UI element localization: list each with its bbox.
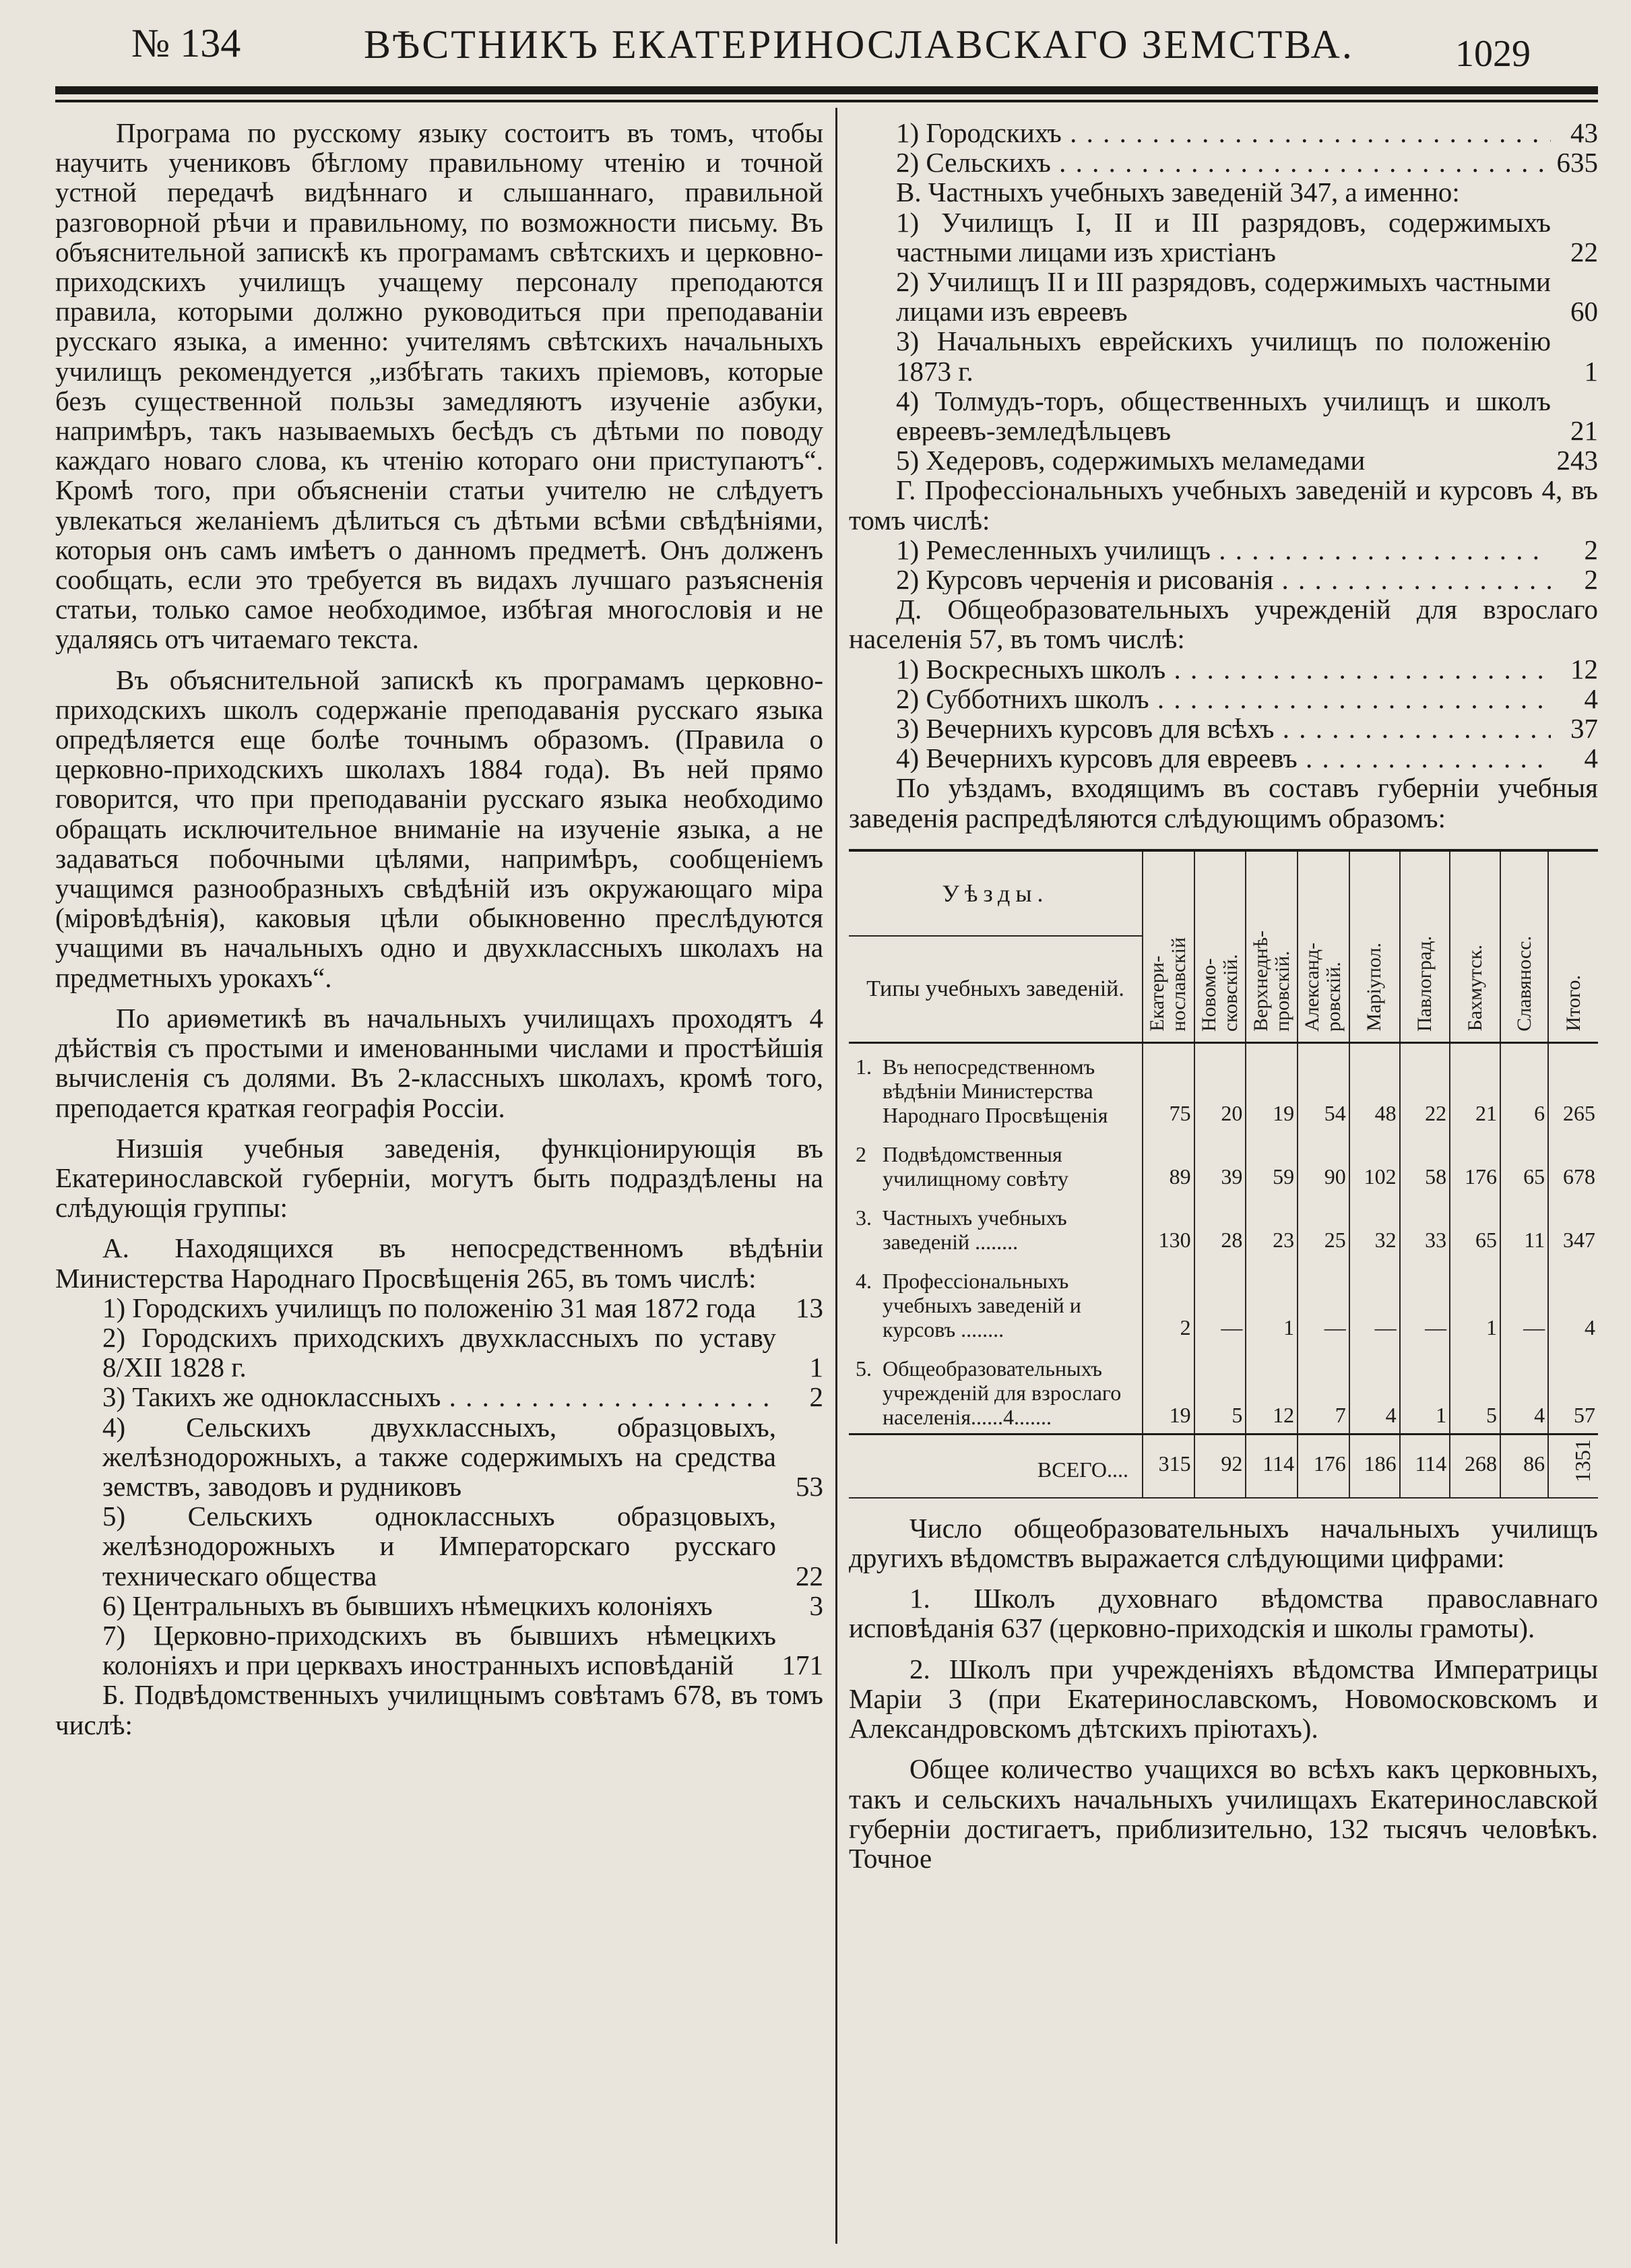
table-row: 2 Подвѣдомственныя училищному совѣту 89 39 59 90 102 58 176 65 678 — [849, 1131, 1598, 1195]
paragraph-by-district: По уѣздамъ, входящимъ въ составъ губерніи учебныя заведенія распредѣляются слѣдующимъ образомъ: — [849, 772, 1598, 833]
list-item: 2) Сельскихъ . . . 635 — [849, 148, 1598, 177]
col-header: Бахмутск. — [1450, 850, 1500, 1043]
page-number: 1029 — [1455, 33, 1531, 75]
paragraph-school-groups: Низшія учебныя заведенія, функціонирующія въ Екатеринославской губерніи, могутъ быть подраздѣлены на слѣдующія группы: — [55, 1132, 823, 1224]
col-header: Маріупол. — [1349, 850, 1400, 1043]
paragraph-church-schools-count: 1. Школъ духовнаго вѣдомства православнаго исповѣданія 637 (церковно-приходскія и школы грамоты). — [849, 1583, 1598, 1644]
list-item: 4) Сельскихъ двухклассныхъ, образцовыхъ, желѣзнодорожныхъ, а также содержимыхъ на средства земствъ, заводовъ и рудниковъ 53 — [102, 1412, 823, 1502]
list-item: 1) Городскихъ . . . 43 — [849, 118, 1598, 148]
col-header: Славяносс. — [1500, 850, 1548, 1043]
list-item: 1) Училищъ I, II и III разрядовъ, содержимыхъ частными лицами изъ христіанъ 22 — [896, 207, 1598, 267]
group-v-heading: В. Частныхъ учебныхъ заведеній 347, а именно: — [896, 177, 1460, 208]
right-column — [849, 118, 1598, 1884]
list-item: 3) Вечернихъ курсовъ для всѣхъ . . . 37 — [849, 714, 1598, 743]
list-item: 5) Сельскихъ одноклассныхъ образцовыхъ, желѣзнодорожныхъ и Императорскаго русскаго техническаго общества 22 — [102, 1501, 823, 1592]
paragraph-church-schools: Въ объяснительной запискѣ къ програмамъ церковно-приходскихъ школъ содержаніе преподаванія русскаго языка опредѣляется еще болѣе точнымъ образомъ. (Правила о церковно-приходскихъ школахъ 1884 года). Въ ней прямо говорится, что при преподаваніи русскаго языка необходимо обращать исключительное вниманіе на изученіе языка, а не задаваться побочными цѣлями, напримѣръ, сообщеніемъ учащимся разнообразныхъ свѣдѣній изъ окружающаго міра (міровѣдѣнія), каковыя цѣли обыкновенно преслѣдуются учащими въ начальныхъ одно и двухклассныхъ школахъ на предметныхъ урокахъ“. — [55, 664, 823, 993]
table-corner-districts: Уѣзды. — [849, 850, 1143, 936]
group-a-heading: А. Находящихся въ непосредственномъ вѣдѣніи Министерства Народнаго Просвѣщенія 265, въ томъ числѣ: — [55, 1232, 823, 1294]
list-item: 2) Курсовъ черченія и рисованія . . . 2 — [849, 565, 1598, 594]
col-header: Екатери- нославскій — [1143, 850, 1194, 1043]
table-row: 5. Общеобразовательныхъ учрежденій для взрослаго населенія......4....... 19 5 12 7 4 1 5 4 57 — [849, 1346, 1598, 1435]
list-item: 3) Начальныхъ еврейскихъ училищъ по положенію 1873 г. 1 — [896, 326, 1598, 387]
column-divider — [835, 108, 837, 2244]
table-bottom-rule — [849, 1497, 1598, 1499]
paragraph-total-pupils: Общее количество учащихся во всѣхъ какъ церковныхъ, такъ и сельскихъ начальныхъ училищахъ Екатеринославской губерніи достигаетъ, приблизительно, 132 тысячъ человѣкъ. Точное — [849, 1753, 1598, 1874]
issue-number: № 134 — [131, 21, 241, 65]
header-rule-thick — [55, 86, 1598, 94]
list-item: 4) Толмудъ-торъ, общественныхъ училищъ и школъ евреевъ-земледѣльцевъ 21 — [896, 385, 1598, 447]
list-item: 2) Городскихъ приходскихъ двухклассныхъ по уставу 8/XII 1828 г. 1 — [102, 1322, 823, 1383]
table-row: 1. Въ непосредственномъ вѣдѣніи Министерства Народнаго Просвѣщенія 75 20 19 54 48 22 21 6 265 — [849, 1042, 1598, 1131]
list-item: 6) Центральныхъ въ бывшихъ нѣмецкихъ колоніяхъ 3 — [102, 1589, 823, 1621]
table-row: 3. Частныхъ учебныхъ заведеній ........ 130 28 23 25 32 33 65 11 347 — [849, 1195, 1598, 1258]
table-row: 4. Профессіональныхъ учебныхъ заведеній и курсовъ ........ 2 — 1 — — — 1 — 4 — [849, 1258, 1598, 1346]
group-d-list — [849, 654, 1598, 774]
paragraph-arithmetic: По ариѳметикѣ въ начальныхъ училищахъ проходятъ 4 дѣйствія съ простыми и именованными числами и простѣйшія вычисленія съ долями. Въ 2-классныхъ школахъ, кромѣ того, преподается краткая географія Россіи. — [55, 1002, 823, 1123]
group-g-list — [849, 535, 1598, 594]
list-item: 4) Вечернихъ курсовъ для евреевъ . . . 4 — [849, 743, 1598, 773]
group-v-list — [849, 208, 1598, 476]
list-item: 5) Хедеровъ, содержимыхъ меламедами 243 — [896, 445, 1598, 476]
group-b-heading: Б. Подвѣдомственныхъ училищнымъ совѣтамъ 678, въ томъ числѣ: — [55, 1679, 823, 1740]
group-d-heading: Д. Общеобразовательныхъ учрежденій для взрослаго населенія 57, въ томъ числѣ: — [849, 594, 1598, 655]
group-b-list — [849, 118, 1598, 177]
paragraph-empress-maria-schools: 2. Школъ при учрежденіяхъ вѣдомства Императрицы Маріи 3 (при Екатеринославскомъ, Новомосковскомъ и Александровскомъ дѣтскихъ пріютахъ). — [849, 1653, 1598, 1744]
list-item: 3) Такихъ же одноклассныхъ . . . 2 — [55, 1382, 823, 1412]
paragraph-russian-program: Програма по русскому языку состоитъ въ томъ, чтобы научить учениковъ бѣглому правильному чтенію и точной устной передачѣ видѣннаго и слышаннаго, правильной разговорной рѣчи и правильному, по возможности письму. Въ объяснительной запискѣ къ програмамъ свѣтскихъ и церковно-приходскихъ училищъ учащему персоналу преподаются правила, которыми должно руководиться при преподаваніи русскаго языка, а именно: учителямъ свѣтскихъ начальныхъ училищъ рекомендуется „избѣгать такихъ пріемовъ, которые безъ существенной пользы замедляютъ изученіе азбуки, напримѣръ, такъ называемыхъ бесѣдъ съ дѣтьми по поводу каждаго новаго слова, къ чтенію котораго они приступаютъ“. Кромѣ того, при объясненіи статьи учителю не слѣдуетъ увлекаться желаніемъ дѣлиться съ дѣтьми всѣми свѣдѣніями, которыя онъ самъ имѣетъ о данномъ предметѣ. Онъ долженъ сообщать, если это требуется въ видахъ лучшаго разъясненія статьи, только самое необходимое, избѣгая многословія и не удаляясь отъ читаемаго текста. — [55, 117, 823, 655]
group-g-heading: Г. Профессіональныхъ учебныхъ заведеній и курсовъ 4, въ томъ числѣ: — [849, 474, 1598, 536]
list-item: 1) Воскресныхъ школъ . . . 12 — [849, 654, 1598, 684]
list-item: 2) Субботнихъ школъ . . . 4 — [849, 684, 1598, 714]
page-header — [0, 20, 1631, 81]
col-header: Итого. — [1548, 850, 1598, 1043]
col-header: Новомо- сковскій. — [1194, 850, 1246, 1043]
journal-title: ВѢСТНИКЪ ЕКАТЕРИНОСЛАВСКАГО ЗЕМСТВА. — [364, 22, 1354, 67]
paragraph-other-departments: Число общеобразовательныхъ начальныхъ училищъ другихъ вѣдомствъ выражается слѣдующими цифрами: — [849, 1512, 1598, 1574]
group-a-list — [55, 1293, 823, 1680]
list-item: 1) Городскихъ училищъ по положенію 31 мая 1872 года 13 — [102, 1292, 823, 1323]
list-item: 7) Церковно-приходскихъ въ бывшихъ нѣмецкихъ колоніяхъ и при церквахъ иностранныхъ исповѣданій 171 — [102, 1620, 823, 1681]
list-item: 1) Ремесленныхъ училищъ . . . 2 — [849, 535, 1598, 565]
col-header: Павлоград. — [1400, 850, 1450, 1043]
district-table — [849, 849, 1598, 1497]
table-corner-types: Типы учебныхъ заведеній. — [849, 936, 1143, 1042]
left-column — [55, 118, 823, 1740]
col-header: Александ- ровскій. — [1298, 850, 1349, 1043]
district-table-wrapper — [849, 849, 1598, 1499]
list-item: 2) Училищъ II и III разрядовъ, содержимыхъ частными лицами изъ евреевъ 60 — [896, 267, 1598, 327]
header-rule-thin — [55, 100, 1598, 102]
col-header: Верхнеднѣ- провскій. — [1246, 850, 1298, 1043]
table-total-row: ВСЕГО.... 315 92 114 176 186 114 268 86 1351 — [849, 1434, 1598, 1497]
